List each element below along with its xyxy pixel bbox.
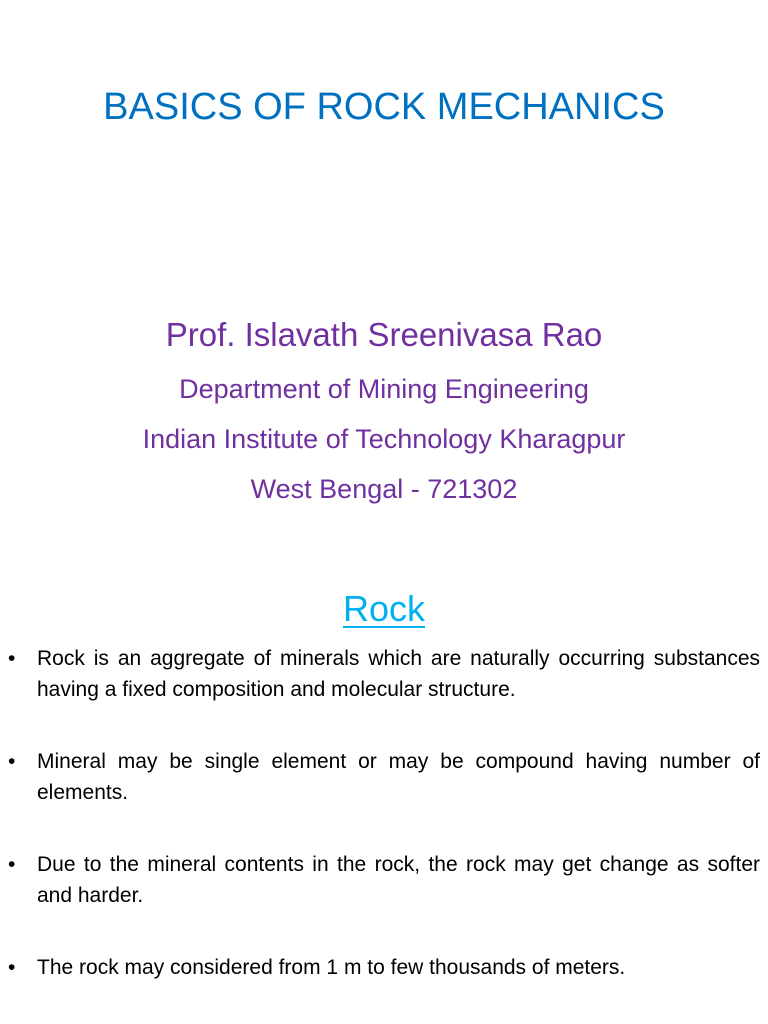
bullet-item <box>0 849 768 911</box>
bullet-icon: • <box>8 647 16 670</box>
bullet-item <box>0 952 768 983</box>
bullet-item <box>0 643 768 705</box>
affiliation-address: West Bengal - 721302 <box>250 474 518 504</box>
affiliation-department: Department of Mining Engineering <box>179 374 589 404</box>
bullet-text: Mineral may be single element or may be compound having number of elements. <box>37 750 760 804</box>
bullet-icon: • <box>8 750 16 773</box>
bullet-text: The rock may considered from 1 m to few thousands of meters. <box>37 956 626 979</box>
bullet-icon: • <box>8 853 16 876</box>
slide-title: BASICS OF ROCK MECHANICS <box>103 86 665 128</box>
affiliation-institute: Indian Institute of Technology Kharagpur <box>142 424 626 454</box>
author-name: Prof. Islavath Sreenivasa Rao <box>165 316 603 353</box>
section-heading-rock: Rock <box>342 588 426 629</box>
bullet-text: Due to the mineral contents in the rock, the rock may get change as softer and harder. <box>37 853 760 907</box>
bullet-item <box>0 746 768 808</box>
bullet-icon: • <box>8 956 16 979</box>
bullet-list <box>0 643 768 983</box>
bullet-text: Rock is an aggregate of minerals which are naturally occurring substances having a fixed composition and molecular structure. <box>37 647 760 701</box>
